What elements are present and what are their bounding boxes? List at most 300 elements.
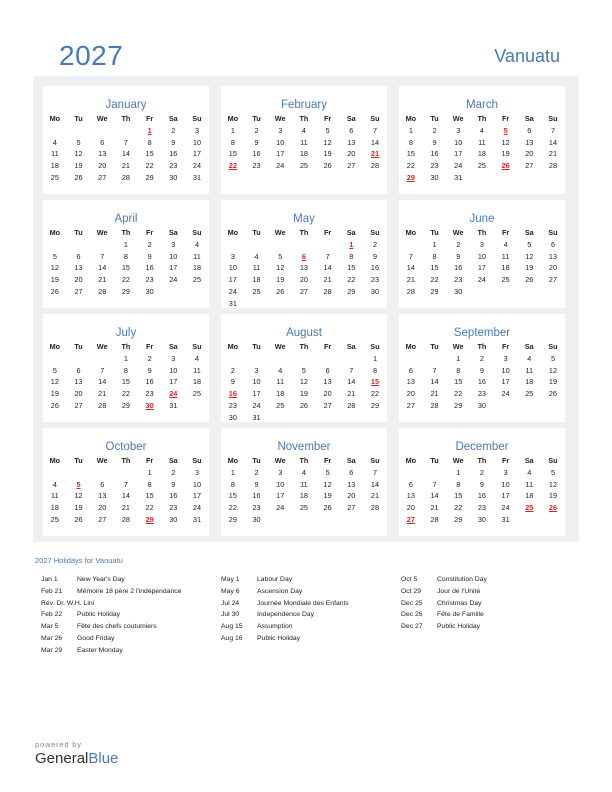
empty-cell [292, 353, 316, 365]
day-cell: 21 [323, 275, 332, 285]
weekday-header: Sa [524, 342, 534, 351]
day-cell: 16 [145, 263, 154, 273]
day-cell: 2 [479, 467, 484, 477]
weekday-header: Sa [524, 456, 534, 465]
day-cell: 9 [254, 137, 259, 147]
day-cell: 12 [50, 377, 59, 387]
day-cell: 25 [299, 161, 308, 171]
day-cell: 22 [121, 275, 130, 285]
weekday-header: Fr [323, 114, 332, 123]
day-cell: 16 [145, 377, 154, 387]
day-cell: 12 [525, 251, 534, 261]
weekday-header: Tu [430, 342, 439, 351]
weekday-header: We [274, 228, 286, 237]
day-cell: 5 [278, 251, 283, 261]
day-cell: 10 [228, 263, 237, 273]
day-cell: 26 [323, 161, 332, 171]
weekday-header: Sa [346, 228, 356, 237]
day-cell: 29 [454, 514, 463, 524]
month-september [399, 314, 565, 422]
day-cell: 22 [454, 503, 463, 513]
day-cell: 21 [121, 161, 130, 171]
day-cell: 9 [432, 137, 437, 147]
empty-cell [339, 353, 363, 365]
empty-cell [423, 353, 447, 365]
weekday-header: Fr [501, 456, 510, 465]
day-cell: 21 [430, 389, 439, 399]
day-cell: 24 [276, 503, 285, 513]
day-cell: 21 [370, 491, 380, 501]
day-cell: 7 [372, 125, 377, 135]
day-cell: 8 [230, 479, 235, 489]
day-cell: 6 [550, 239, 555, 249]
day-cell: 14 [121, 149, 130, 159]
day-cell: 15 [121, 377, 130, 387]
weekday-header: Su [548, 228, 558, 237]
day-cell: 9 [479, 365, 484, 375]
day-cell: 23 [430, 161, 439, 171]
day-cell: 18 [252, 275, 261, 285]
day-cell: 22 [145, 161, 154, 171]
weekday-header: Su [192, 114, 202, 123]
weekday-header: Fr [145, 342, 154, 351]
day-cell: 3 [171, 239, 176, 249]
day-cell: 10 [169, 251, 178, 261]
day-cell: 2 [171, 125, 176, 135]
day-cell: 8 [123, 251, 128, 261]
day-cell: 10 [454, 137, 463, 147]
weekday-header: Tu [74, 342, 83, 351]
weekday-header: Tu [252, 456, 261, 465]
day-cell: 10 [501, 479, 510, 489]
holiday-date: Feb 22 [41, 611, 63, 619]
day-cell: 25 [50, 172, 59, 182]
day-cell: 6 [76, 251, 81, 261]
day-cell: 30 [430, 172, 439, 182]
day-cell: 18 [50, 503, 59, 513]
holiday-day-cell: 5 [76, 479, 81, 489]
day-cell: 16 [370, 263, 380, 273]
day-cell: 26 [74, 172, 83, 182]
day-cell: 21 [430, 503, 439, 513]
day-cell: 10 [477, 251, 486, 261]
day-cell: 17 [276, 149, 285, 159]
day-cell: 5 [301, 365, 306, 375]
day-cell: 17 [454, 149, 463, 159]
weekday-header: We [96, 228, 108, 237]
month-name: May [293, 213, 315, 225]
day-cell: 4 [301, 467, 306, 477]
logo-blue-text: Blue [88, 750, 119, 767]
day-cell: 27 [299, 286, 308, 296]
day-cell: 17 [169, 263, 178, 273]
day-cell: 3 [479, 239, 484, 249]
weekday-header: Th [121, 342, 131, 351]
weekday-header: Sa [168, 114, 178, 123]
day-cell: 21 [347, 389, 356, 399]
day-cell: 12 [299, 377, 308, 387]
empty-cell [114, 125, 138, 137]
day-cell: 16 [430, 149, 439, 159]
day-cell: 5 [52, 365, 57, 375]
weekday-header: Su [548, 342, 558, 351]
day-cell: 20 [299, 275, 308, 285]
weekday-header: Su [192, 228, 202, 237]
day-cell: 4 [527, 353, 532, 363]
weekday-header: Th [121, 456, 131, 465]
day-cell: 12 [548, 365, 558, 375]
day-cell: 11 [525, 479, 534, 489]
day-cell: 11 [193, 251, 201, 261]
day-cell: 21 [121, 503, 130, 513]
day-cell: 31 [169, 400, 178, 410]
month-grid [399, 113, 565, 184]
holiday-day-cell: 5 [503, 125, 508, 135]
day-cell: 26 [50, 286, 59, 296]
weekday-header: Mo [49, 228, 61, 237]
weekday-header: Tu [74, 228, 83, 237]
day-cell: 13 [406, 377, 415, 387]
day-cell: 13 [347, 137, 356, 147]
day-cell: 26 [548, 389, 558, 399]
day-cell: 14 [370, 137, 380, 147]
day-cell: 4 [194, 239, 199, 249]
month-grid [43, 341, 209, 412]
generalblue-logo[interactable] [35, 750, 118, 767]
holiday-day-cell: 30 [145, 400, 154, 410]
day-cell: 2 [147, 353, 152, 363]
day-cell: 2 [479, 353, 484, 363]
day-cell: 4 [479, 125, 484, 135]
day-cell: 30 [169, 514, 178, 524]
weekday-header: Su [370, 342, 380, 351]
day-cell: 27 [347, 161, 356, 171]
holiday-name: Mémoire 18 père 2 l'indépendance [77, 587, 182, 595]
holiday-day-cell: 29 [145, 514, 154, 524]
weekday-header: Su [192, 342, 202, 351]
day-cell: 27 [406, 400, 415, 410]
day-cell: 22 [145, 503, 154, 513]
day-cell: 15 [454, 377, 463, 387]
day-cell: 18 [276, 389, 285, 399]
day-cell: 25 [276, 400, 285, 410]
day-cell: 27 [74, 400, 83, 410]
day-cell: 5 [325, 467, 330, 477]
day-cell: 14 [347, 377, 356, 387]
holiday-name: Assumption [257, 623, 293, 631]
day-cell: 19 [323, 491, 332, 501]
holiday-day-cell: 16 [228, 389, 237, 399]
day-cell: 22 [454, 389, 463, 399]
day-cell: 4 [52, 479, 57, 489]
month-october [43, 428, 209, 536]
empty-cell [67, 125, 91, 137]
day-cell: 4 [527, 467, 532, 477]
day-cell: 3 [503, 353, 508, 363]
weekday-header: Th [299, 342, 309, 351]
month-july [43, 314, 209, 422]
day-cell: 29 [370, 400, 380, 410]
day-cell: 10 [276, 137, 285, 147]
day-cell: 13 [98, 149, 107, 159]
weekday-header: Fr [145, 114, 154, 123]
empty-cell [67, 353, 91, 365]
day-cell: 18 [50, 161, 59, 171]
day-cell: 20 [74, 275, 83, 285]
day-cell: 4 [503, 239, 508, 249]
day-cell: 9 [230, 377, 235, 387]
holiday-day-cell: 21 [370, 149, 380, 159]
powered-by-text: powered by [35, 740, 82, 749]
holiday-name: Fête de Famille [437, 611, 484, 619]
day-cell: 28 [121, 172, 130, 182]
holiday-date: Oct 29 [401, 587, 422, 595]
day-cell: 13 [548, 251, 558, 261]
day-cell: 24 [228, 286, 237, 296]
holiday-date: Aug 16 [221, 634, 243, 642]
weekday-header: Tu [430, 228, 439, 237]
day-cell: 7 [123, 479, 128, 489]
day-cell: 26 [299, 400, 308, 410]
day-cell: 8 [230, 137, 235, 147]
day-cell: 23 [252, 503, 261, 513]
weekday-header: Th [477, 342, 487, 351]
day-cell: 22 [228, 503, 237, 513]
day-cell: 28 [98, 400, 107, 410]
weekday-header: Sa [346, 342, 356, 351]
holiday-date: Jan 1 [41, 576, 58, 583]
holiday-day-cell: 26 [548, 503, 558, 513]
day-cell: 19 [323, 149, 332, 159]
day-cell: 11 [478, 137, 486, 147]
day-cell: 1 [432, 239, 437, 249]
day-cell: 9 [147, 365, 152, 375]
day-cell: 13 [323, 377, 332, 387]
day-cell: 22 [370, 389, 380, 399]
day-cell: 17 [276, 491, 285, 501]
day-cell: 1 [372, 353, 377, 363]
day-cell: 24 [276, 161, 285, 171]
weekday-header: Fr [323, 228, 332, 237]
holiday-day-cell: 27 [406, 514, 415, 524]
month-name: August [286, 327, 322, 339]
day-cell: 12 [548, 479, 558, 489]
day-cell: 30 [477, 514, 486, 524]
day-cell: 19 [276, 275, 285, 285]
day-cell: 4 [52, 137, 57, 147]
day-cell: 30 [169, 172, 178, 182]
day-cell: 11 [252, 263, 261, 273]
day-cell: 7 [123, 137, 128, 147]
holiday-date: Feb 21 [41, 587, 63, 595]
weekday-header: We [96, 114, 108, 123]
month-grid [43, 113, 209, 184]
month-april [43, 200, 209, 308]
day-cell: 4 [278, 365, 283, 375]
day-cell: 11 [501, 251, 510, 261]
empty-cell [399, 239, 423, 251]
day-cell: 6 [527, 125, 532, 135]
month-grid [43, 227, 209, 298]
holiday-name: Independence Day [257, 611, 315, 619]
day-cell: 19 [548, 491, 558, 501]
day-cell: 17 [477, 263, 486, 273]
day-cell: 1 [230, 467, 235, 477]
month-name: December [455, 441, 509, 453]
day-cell: 16 [477, 491, 486, 501]
day-cell: 1 [123, 239, 128, 249]
day-cell: 9 [456, 251, 461, 261]
month-name: July [115, 327, 137, 339]
day-cell: 8 [456, 365, 461, 375]
day-cell: 5 [527, 239, 532, 249]
day-cell: 27 [323, 400, 332, 410]
day-cell: 31 [501, 514, 510, 524]
weekday-header: Sa [524, 228, 534, 237]
empty-cell [90, 353, 114, 365]
day-cell: 29 [228, 514, 237, 524]
weekday-header: Mo [227, 114, 239, 123]
day-cell: 13 [347, 479, 356, 489]
weekday-header: We [274, 342, 286, 351]
day-cell: 3 [278, 125, 283, 135]
empty-cell [90, 239, 114, 251]
day-cell: 14 [323, 263, 332, 273]
holiday-date: Dec 27 [401, 623, 423, 631]
month-grid [43, 455, 209, 526]
day-cell: 12 [501, 137, 510, 147]
day-cell: 29 [454, 400, 463, 410]
day-cell: 23 [477, 389, 486, 399]
day-cell: 11 [300, 479, 308, 489]
month-grid [221, 455, 387, 526]
day-cell: 4 [254, 251, 259, 261]
day-cell: 5 [76, 137, 81, 147]
day-cell: 11 [525, 365, 534, 375]
holiday-date: May 1 [221, 576, 240, 583]
day-cell: 18 [192, 377, 202, 387]
country-title: Vanuatu [494, 46, 560, 66]
day-cell: 17 [169, 377, 178, 387]
day-cell: 7 [550, 125, 555, 135]
day-cell: 14 [430, 491, 439, 501]
day-cell: 14 [98, 377, 107, 387]
weekday-header: Su [192, 456, 202, 465]
weekday-header: Th [477, 456, 487, 465]
day-cell: 15 [121, 263, 130, 273]
day-cell: 1 [123, 353, 128, 363]
weekday-header: We [452, 342, 464, 351]
holiday-date: May 6 [221, 587, 240, 595]
day-cell: 1 [147, 467, 152, 477]
holiday-day-cell: 1 [349, 239, 354, 249]
day-cell: 21 [406, 275, 415, 285]
weekday-header: Su [370, 456, 380, 465]
empty-cell [43, 239, 67, 251]
day-cell: 2 [432, 125, 437, 135]
month-grid [221, 227, 387, 310]
day-cell: 14 [406, 263, 415, 273]
holiday-name: Journée Mondiale des Enfants [257, 599, 349, 607]
empty-cell [316, 239, 340, 251]
day-cell: 30 [252, 514, 261, 524]
day-cell: 3 [194, 467, 199, 477]
day-cell: 3 [171, 353, 176, 363]
weekday-header: Tu [74, 114, 83, 123]
month-name: February [280, 99, 328, 111]
day-cell: 31 [228, 298, 237, 308]
day-cell: 19 [548, 377, 558, 387]
day-cell: 2 [171, 467, 176, 477]
weekday-header: Su [548, 114, 558, 123]
month-march [399, 86, 565, 194]
day-cell: 23 [477, 503, 486, 513]
day-cell: 28 [406, 286, 415, 296]
day-cell: 2 [456, 239, 461, 249]
day-cell: 9 [171, 137, 176, 147]
day-cell: 5 [550, 353, 555, 363]
day-cell: 18 [525, 377, 534, 387]
day-cell: 19 [50, 275, 59, 285]
day-cell: 7 [408, 251, 413, 261]
day-cell: 1 [456, 353, 461, 363]
empty-cell [221, 353, 245, 365]
weekday-header: Mo [49, 342, 61, 351]
day-cell: 24 [501, 503, 510, 513]
day-cell: 3 [194, 125, 199, 135]
empty-cell [114, 467, 138, 479]
holiday-date: Mar 29 [41, 646, 63, 654]
logo-general-text: General [35, 750, 89, 767]
day-cell: 6 [349, 467, 354, 477]
weekday-header: Su [370, 114, 380, 123]
day-cell: 30 [370, 286, 380, 296]
empty-cell [90, 125, 114, 137]
day-cell: 20 [347, 149, 356, 159]
weekday-header: We [452, 114, 464, 123]
day-cell: 5 [52, 251, 57, 261]
day-cell: 28 [370, 161, 380, 171]
day-cell: 23 [252, 161, 261, 171]
day-cell: 28 [121, 514, 130, 524]
day-cell: 1 [230, 125, 235, 135]
day-cell: 18 [299, 491, 308, 501]
day-cell: 10 [192, 479, 202, 489]
day-cell: 30 [454, 286, 463, 296]
day-cell: 3 [230, 251, 235, 261]
day-cell: 20 [525, 149, 534, 159]
day-cell: 20 [406, 389, 415, 399]
day-cell: 11 [193, 365, 201, 375]
day-cell: 28 [370, 503, 380, 513]
day-cell: 8 [123, 365, 128, 375]
day-cell: 25 [252, 286, 261, 296]
month-grid [399, 341, 565, 412]
day-cell: 6 [100, 479, 105, 489]
holiday-day-cell: 6 [301, 251, 306, 261]
month-grid [221, 341, 387, 424]
month-name: March [466, 99, 498, 111]
day-cell: 22 [347, 275, 356, 285]
day-cell: 6 [408, 365, 413, 375]
empty-cell [43, 467, 67, 479]
day-cell: 24 [454, 161, 463, 171]
weekday-header: Fr [145, 456, 154, 465]
day-cell: 24 [477, 275, 486, 285]
weekday-header: Sa [346, 114, 356, 123]
day-cell: 4 [301, 125, 306, 135]
month-august [221, 314, 387, 422]
